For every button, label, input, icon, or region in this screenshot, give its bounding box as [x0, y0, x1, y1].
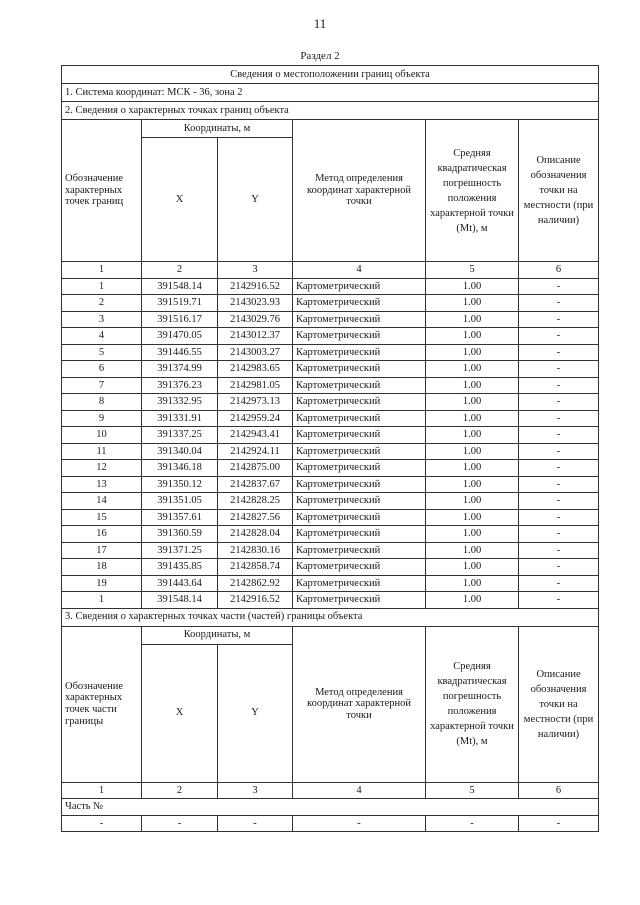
header-point-designation: Обозначение характерных точек границ [62, 120, 142, 262]
table-cell: 17 [62, 542, 142, 559]
table-cell: 391446.55 [142, 344, 218, 361]
boundary-table [61, 65, 599, 832]
table-cell: 391470.05 [142, 328, 218, 345]
table-cell: Картометрический [293, 410, 426, 427]
empty-cell: - [62, 815, 142, 832]
table-cell: 2143003.27 [218, 344, 293, 361]
table-cell: 391360.59 [142, 526, 218, 543]
table-cell: 5 [62, 344, 142, 361]
table-cell: 391346.18 [142, 460, 218, 477]
empty-cell: - [426, 815, 519, 832]
table-cell: 391371.25 [142, 542, 218, 559]
table-cell: 15 [62, 509, 142, 526]
table-cell: 2142959.24 [218, 410, 293, 427]
table-cell: - [519, 476, 599, 493]
header-method-2: Метод определения координат характерной точки [293, 626, 426, 782]
table-row [62, 361, 599, 378]
table-cell: 1.00 [426, 443, 519, 460]
header-description-2: Описание обозначения точки на местности (при наличии) [519, 626, 599, 782]
table-cell: 9 [62, 410, 142, 427]
table-cell: 18 [62, 559, 142, 576]
table-cell: - [519, 460, 599, 477]
table-cell: 391374.99 [142, 361, 218, 378]
empty-cell: - [293, 815, 426, 832]
table-cell: 2142983.65 [218, 361, 293, 378]
table-cell: 2 [62, 295, 142, 312]
table-cell: 11 [62, 443, 142, 460]
table-cell: - [519, 493, 599, 510]
table-cell: Картометрический [293, 394, 426, 411]
table-cell: 6 [62, 361, 142, 378]
header-part-designation [62, 626, 142, 782]
table-cell: 2142862.92 [218, 575, 293, 592]
table-cell: 1.00 [426, 295, 519, 312]
column-number-cell: 1 [62, 782, 142, 799]
page-number: 11 [313, 16, 327, 31]
part-designation-line: Обозначение [65, 680, 124, 692]
table-cell: 10 [62, 427, 142, 444]
table-cell: 8 [62, 394, 142, 411]
table-cell: 2142924.11 [218, 443, 293, 460]
coord-system: 1. Система координат: МСК - 36, зона 2 [62, 84, 599, 102]
table-cell: 2142830.16 [218, 542, 293, 559]
table-cell: 1.00 [426, 476, 519, 493]
table-row [62, 526, 599, 543]
table-cell: Картометрический [293, 526, 426, 543]
empty-cell: - [142, 815, 218, 832]
table-cell: 2142837.67 [218, 476, 293, 493]
table-cell: 1.00 [426, 328, 519, 345]
table-cell: Картометрический [293, 443, 426, 460]
header-x: X [142, 138, 218, 262]
column-number-cell: 4 [293, 262, 426, 279]
table-cell: 1.00 [426, 311, 519, 328]
table-cell: Картометрический [293, 476, 426, 493]
table-cell: 2142858.74 [218, 559, 293, 576]
table-cell: 391350.12 [142, 476, 218, 493]
table-cell: 2143023.93 [218, 295, 293, 312]
table-row [62, 344, 599, 361]
table-cell: 19 [62, 575, 142, 592]
column-number-cell: 6 [519, 262, 599, 279]
table-cell: 1.00 [426, 526, 519, 543]
table-cell: Картометрический [293, 592, 426, 609]
table-cell: 4 [62, 328, 142, 345]
column-number-cell: 6 [519, 782, 599, 799]
table-cell: 391331.91 [142, 410, 218, 427]
table-cell: 1.00 [426, 427, 519, 444]
header-description: Описание обозначения точки на местности (при наличии) [519, 120, 599, 262]
table-cell: 391435.85 [142, 559, 218, 576]
table-row [62, 460, 599, 477]
empty-row [62, 815, 599, 832]
table-cell: Картометрический [293, 575, 426, 592]
table-cell: 391351.05 [142, 493, 218, 510]
table-cell: 2142827.56 [218, 509, 293, 526]
part-designation-line: характерных [65, 692, 123, 704]
column-number-cell: 3 [218, 262, 293, 279]
table-cell: Картометрический [293, 509, 426, 526]
part-designation-line: точек части [65, 704, 117, 715]
table-cell: Картометрический [293, 377, 426, 394]
column-number-cell: 4 [293, 782, 426, 799]
table-row [62, 328, 599, 345]
section3-title: 3. Сведения о характерных точках части (частей) границы объекта [62, 608, 599, 626]
table-title: Сведения о местоположении границ объекта [62, 66, 599, 84]
table-cell: 391443.64 [142, 575, 218, 592]
table-cell: 2142916.52 [218, 278, 293, 295]
column-number-cell: 5 [426, 262, 519, 279]
table-cell: 1.00 [426, 410, 519, 427]
table-cell: 1.00 [426, 394, 519, 411]
table-cell: 2142828.25 [218, 493, 293, 510]
table-cell: Картометрический [293, 328, 426, 345]
table-cell: Картометрический [293, 295, 426, 312]
section2-title: 2. Сведения о характерных точках границ объекта [62, 102, 599, 120]
table-cell: 2142828.04 [218, 526, 293, 543]
table-cell: 2143012.37 [218, 328, 293, 345]
table-cell: Картометрический [293, 427, 426, 444]
table-cell: - [519, 311, 599, 328]
table-cell: - [519, 377, 599, 394]
header-y-2: Y [218, 644, 293, 782]
table-cell: 1.00 [426, 377, 519, 394]
table-cell: 2142943.41 [218, 427, 293, 444]
table-row [62, 443, 599, 460]
table-cell: - [519, 526, 599, 543]
table-cell: 1.00 [426, 592, 519, 609]
table-cell: 1 [62, 592, 142, 609]
table-cell: 2142875.00 [218, 460, 293, 477]
table-cell: 1.00 [426, 344, 519, 361]
table-row [62, 509, 599, 526]
table-cell: - [519, 278, 599, 295]
header-error-2: Средняя квадратическая погрешность положения характерной точки (Mt), м [426, 626, 519, 782]
table-row [62, 559, 599, 576]
table-row [62, 394, 599, 411]
table-cell: - [519, 542, 599, 559]
table-row [62, 377, 599, 394]
table-row [62, 410, 599, 427]
table-cell: 2142916.52 [218, 592, 293, 609]
table-cell: - [519, 394, 599, 411]
table-cell: 391516.17 [142, 311, 218, 328]
empty-cell: - [218, 815, 293, 832]
column-number-cell: 3 [218, 782, 293, 799]
table-row [62, 592, 599, 609]
header-error: Средняя квадратическая погрешность положения характерной точки (Mt), м [426, 120, 519, 262]
table-cell: 1.00 [426, 575, 519, 592]
table-row [62, 295, 599, 312]
section-title: Раздел 2 [300, 50, 340, 62]
header-coords: Координаты, м [142, 120, 293, 138]
column-number-cell: 2 [142, 782, 218, 799]
table-cell: 16 [62, 526, 142, 543]
column-number-cell: 1 [62, 262, 142, 279]
table-cell: Картометрический [293, 311, 426, 328]
table-cell: 391340.04 [142, 443, 218, 460]
table-cell: Картометрический [293, 344, 426, 361]
column-number-cell: 5 [426, 782, 519, 799]
table-cell: Картометрический [293, 493, 426, 510]
table-cell: 2142973.13 [218, 394, 293, 411]
table-cell: 391332.95 [142, 394, 218, 411]
table-cell: Картометрический [293, 542, 426, 559]
table-cell: 2142981.05 [218, 377, 293, 394]
table-cell: 1.00 [426, 361, 519, 378]
table-row [62, 575, 599, 592]
table-cell: Картометрический [293, 278, 426, 295]
header-coords-2: Координаты, м [142, 626, 293, 644]
table-cell: 391548.14 [142, 278, 218, 295]
header-method: Метод определения координат характерной точки [293, 120, 426, 262]
table-cell: - [519, 509, 599, 526]
table-cell: Картометрический [293, 559, 426, 576]
table-cell: 391357.61 [142, 509, 218, 526]
header-y: Y [218, 138, 293, 262]
table-cell: Картометрический [293, 361, 426, 378]
table-cell: 1.00 [426, 542, 519, 559]
table-cell: 2143029.76 [218, 311, 293, 328]
part-designation-line: границы [65, 715, 104, 727]
part-label: Часть № [62, 799, 599, 816]
table-cell: - [519, 328, 599, 345]
table-cell: - [519, 443, 599, 460]
table-cell: - [519, 592, 599, 609]
table-cell: 1.00 [426, 278, 519, 295]
table-row [62, 542, 599, 559]
table-cell: - [519, 410, 599, 427]
table-cell: 1.00 [426, 559, 519, 576]
table-cell: - [519, 295, 599, 312]
table-row [62, 311, 599, 328]
empty-cell: - [519, 815, 599, 832]
table-cell: - [519, 427, 599, 444]
table-cell: 391519.71 [142, 295, 218, 312]
table-row [62, 427, 599, 444]
table-cell: 1.00 [426, 493, 519, 510]
table-cell: 13 [62, 476, 142, 493]
table-cell: Картометрический [293, 460, 426, 477]
table-cell: - [519, 575, 599, 592]
column-numbers-row [62, 782, 599, 799]
table-cell: 12 [62, 460, 142, 477]
table-cell: 14 [62, 493, 142, 510]
table-row [62, 278, 599, 295]
header-x-2: X [142, 644, 218, 782]
table-cell: 3 [62, 311, 142, 328]
table-row [62, 476, 599, 493]
table-cell: 1.00 [426, 460, 519, 477]
table-cell: 391548.14 [142, 592, 218, 609]
table-cell: 391337.25 [142, 427, 218, 444]
column-number-cell: 2 [142, 262, 218, 279]
table-cell: 1 [62, 278, 142, 295]
table-cell: - [519, 344, 599, 361]
table-cell: 391376.23 [142, 377, 218, 394]
table-cell: - [519, 559, 599, 576]
table-cell: 1.00 [426, 509, 519, 526]
column-numbers-row [62, 262, 599, 279]
table-cell: 7 [62, 377, 142, 394]
table-cell: - [519, 361, 599, 378]
table-row [62, 493, 599, 510]
